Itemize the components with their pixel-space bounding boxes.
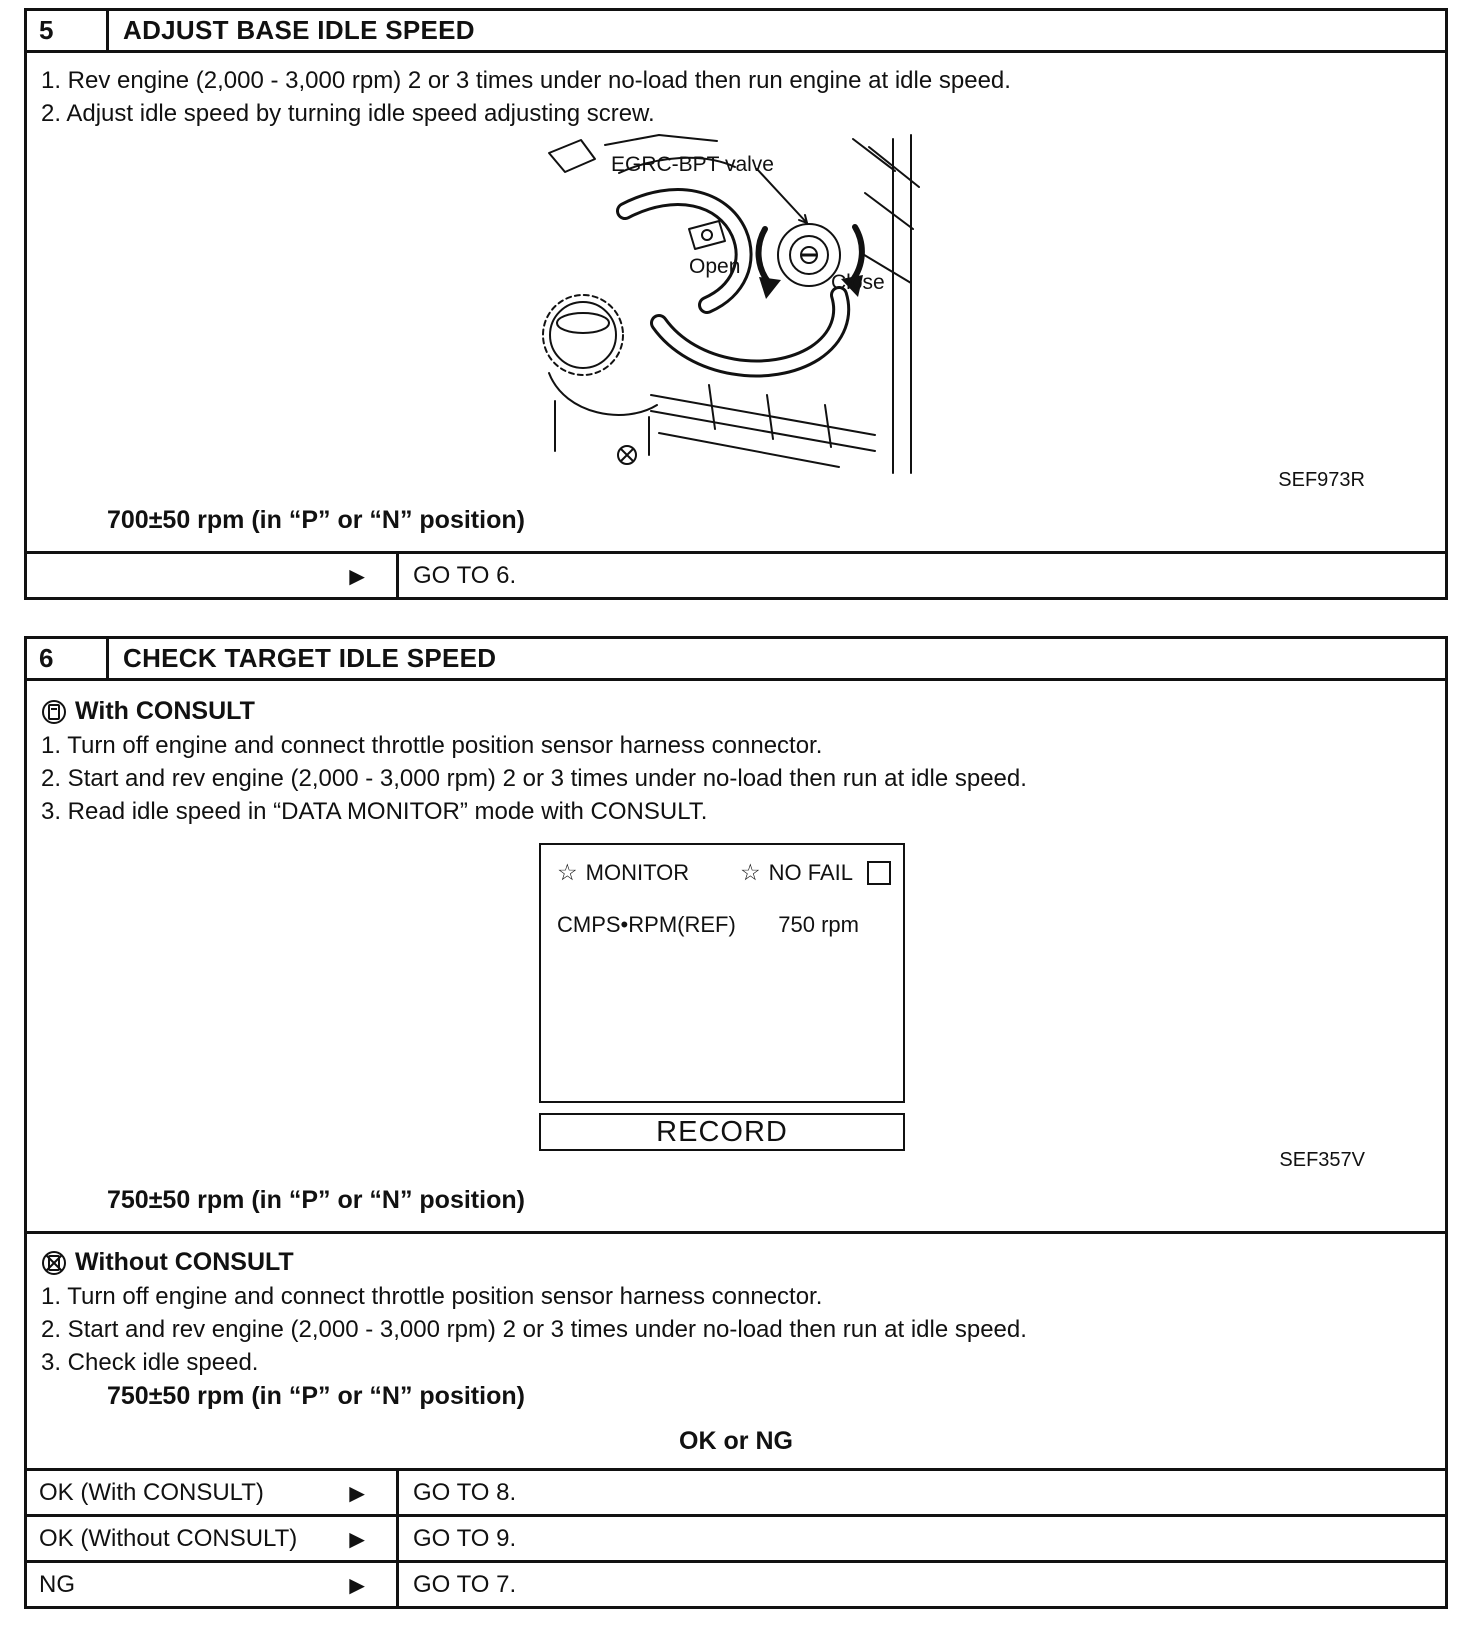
star-icon: ☆	[740, 859, 761, 885]
record-button: RECORD	[539, 1113, 905, 1151]
no-consult-icon	[41, 1250, 67, 1276]
param-value: 750 rpm	[778, 912, 859, 937]
procedure-step: 1. Turn off engine and connect throttle position sensor harness connector.	[41, 1283, 823, 1310]
section-heading-label: Without CONSULT	[75, 1248, 294, 1276]
procedure-step: 2. Adjust idle speed by turning idle speed adjusting screw.	[41, 100, 655, 127]
goto-cell: GO TO 7.	[413, 1570, 517, 1598]
valve-label: EGRC-BPT valve	[611, 153, 774, 176]
idle-spec: 700±50 rpm (in “P” or “N” position)	[107, 506, 525, 534]
action-row	[27, 551, 1445, 597]
figure-code: SEF357V	[1279, 1149, 1365, 1171]
step-title: ADJUST BASE IDLE SPEED	[123, 15, 475, 45]
procedure-step: 2. Start and rev engine (2,000 - 3,000 rpm) 2 or 3 times under no-load then run at idle speed.	[41, 765, 1027, 792]
consult-screen	[539, 843, 905, 1103]
arrow-icon: ►	[344, 560, 370, 591]
procedure-body	[27, 53, 1445, 535]
consult-screen-header	[541, 845, 903, 886]
step-number: 6	[27, 639, 109, 678]
action-label-cell	[27, 1517, 399, 1560]
with-consult-heading	[41, 697, 1431, 726]
action-label-cell	[27, 1563, 399, 1606]
procedure-header	[27, 11, 1445, 53]
ok-or-ng-label: OK or NG	[679, 1427, 793, 1455]
star-icon: ☆	[557, 859, 578, 885]
procedure-body	[27, 681, 1445, 1456]
procedure-step: 1. Rev engine (2,000 - 3,000 rpm) 2 or 3 times under no-load then run engine at idle speed.	[41, 67, 1011, 94]
procedure-step: 3. Check idle speed.	[41, 1349, 259, 1376]
goto-cell: GO TO 9.	[413, 1524, 517, 1552]
action-row	[27, 1468, 1445, 1514]
action-row	[27, 1514, 1445, 1560]
no-fail-checkbox	[867, 861, 891, 885]
engine-figure	[41, 133, 1431, 483]
procedure-header	[27, 639, 1445, 681]
arrow-icon: ►	[344, 1569, 370, 1600]
close-label: Close	[831, 271, 885, 294]
step-number: 5	[27, 11, 109, 50]
procedure-box-5	[24, 8, 1448, 600]
param-name: CMPS•RPM(REF)	[557, 912, 736, 937]
monitor-reading-row	[541, 886, 903, 938]
procedure-step: 2. Start and rev engine (2,000 - 3,000 rpm) 2 or 3 times under no-load then run at idle speed.	[41, 1316, 1027, 1343]
arrow-icon: ►	[344, 1477, 370, 1508]
action-condition-label: OK (With CONSULT)	[39, 1478, 264, 1506]
action-condition-label: NG	[39, 1570, 75, 1598]
consult-screen-figure	[41, 843, 1431, 1163]
action-row	[27, 1560, 1445, 1606]
procedure-step: 3. Read idle speed in “DATA MONITOR” mode with CONSULT.	[41, 798, 708, 825]
idle-spec: 750±50 rpm (in “P” or “N” position)	[107, 1382, 525, 1410]
step-title: CHECK TARGET IDLE SPEED	[123, 643, 497, 673]
figure-code: SEF973R	[1278, 469, 1365, 491]
action-arrow-cell	[27, 554, 399, 597]
no-fail-label: NO FAIL	[768, 859, 853, 885]
procedure-box-6	[24, 636, 1448, 1609]
goto-cell: GO TO 8.	[413, 1478, 517, 1506]
goto-cell: GO TO 6.	[413, 561, 517, 589]
arrow-icon: ►	[344, 1523, 370, 1554]
without-consult-section	[41, 1234, 1431, 1456]
consult-icon	[41, 699, 67, 725]
action-label-cell	[27, 1471, 399, 1514]
without-consult-heading	[41, 1248, 1431, 1277]
procedure-step: 1. Turn off engine and connect throttle position sensor harness connector.	[41, 732, 823, 759]
idle-spec: 750±50 rpm (in “P” or “N” position)	[107, 1186, 525, 1214]
open-label: Open	[689, 255, 741, 278]
section-heading-label: With CONSULT	[75, 697, 255, 725]
action-condition-label: OK (Without CONSULT)	[39, 1524, 298, 1552]
engine-illustration	[509, 133, 939, 481]
monitor-label: MONITOR	[585, 859, 690, 885]
